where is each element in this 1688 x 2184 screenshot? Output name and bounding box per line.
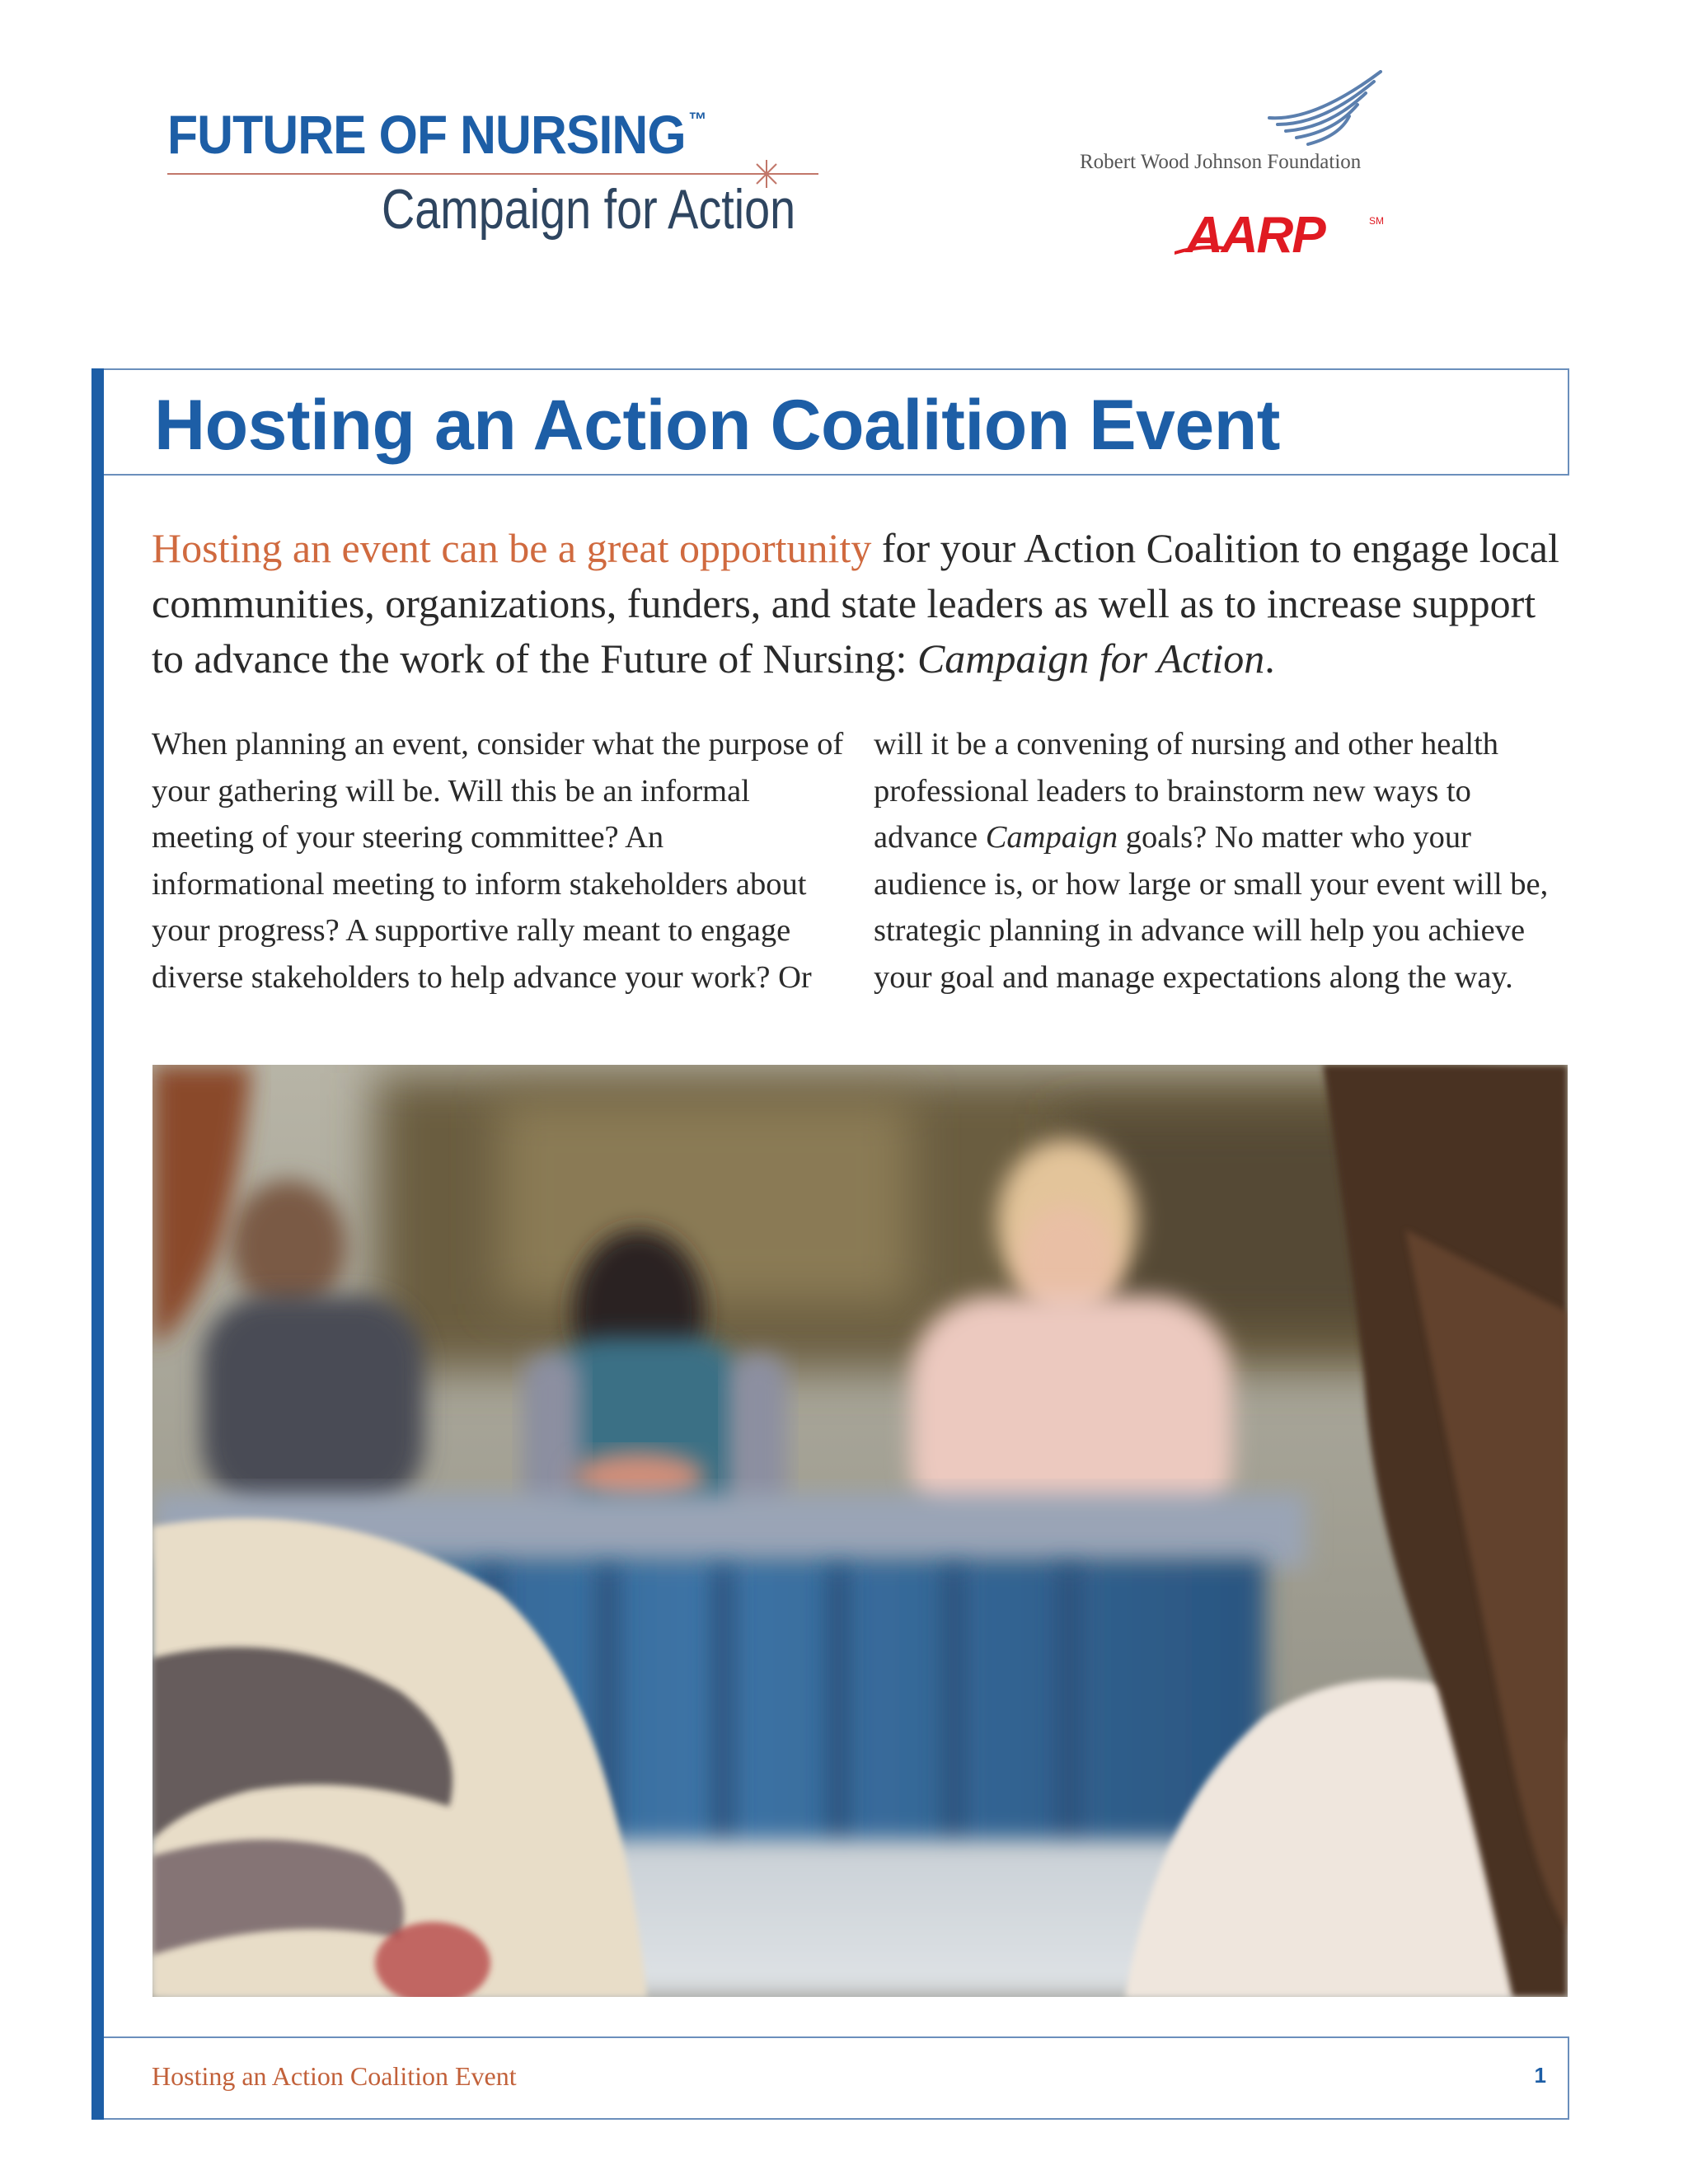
intro-text: for your Action Coalition to engage local communities, organizations, funders, and state leaders as well as to increase support to advance the work of the Future of Nursing: <box>152 525 1559 682</box>
fon-logo-title: FUTURE OF NURSING ™ <box>167 104 706 165</box>
future-of-nursing-logo <box>167 104 827 247</box>
col-right-italic: Campaign <box>985 820 1118 855</box>
footer-title: Hosting an Action Coalition Event <box>152 2061 517 2091</box>
body-column-left: When planning an event, consider what the purpose of your gathering will be. Will this be an informal meeting of your steering committee? An informational meeting to inform stakeholders about your progress? A supportive rally meant to engage diverse stakeholders to help advance your work? Or <box>152 727 844 995</box>
trademark-mark: ™ <box>688 109 706 131</box>
aarp-logo-text: AARP <box>1186 207 1325 264</box>
rwjf-logo-text: Robert Wood Johnson Foundation <box>1080 151 1362 173</box>
aarp-service-mark: SM <box>1369 215 1384 227</box>
intro-italic: Campaign for Action <box>917 635 1265 682</box>
title-box <box>104 368 1569 476</box>
intro-paragraph <box>152 521 1569 687</box>
rwjf-logo <box>1080 70 1385 177</box>
intro-highlight: Hosting an event can be a great opportunity <box>152 525 872 571</box>
body-column-right <box>874 721 1566 1001</box>
intro-end: . <box>1264 635 1275 682</box>
aarp-logo <box>1175 207 1389 268</box>
left-accent-bar <box>91 368 104 2120</box>
page-title: Hosting an Action Coalition Event <box>154 386 1280 465</box>
fon-logo-subtitle: Campaign for Action <box>382 178 796 241</box>
col-right-text-b: goals? No matter who your audience is, or how large or small your event will be, strategic planning in advance will help you achieve your goal and manage expectations along the way. <box>874 820 1549 995</box>
col-right-text-a: will it be a convening of nursing and other health professional leaders to brainstorm new ways to advance <box>874 727 1499 855</box>
fon-logo-rule <box>167 173 818 175</box>
page-footer <box>104 2036 1569 2120</box>
bird-wing-icon <box>1265 70 1385 148</box>
meeting-photo <box>152 1065 1568 1997</box>
page-number: 1 <box>1534 2063 1546 2088</box>
